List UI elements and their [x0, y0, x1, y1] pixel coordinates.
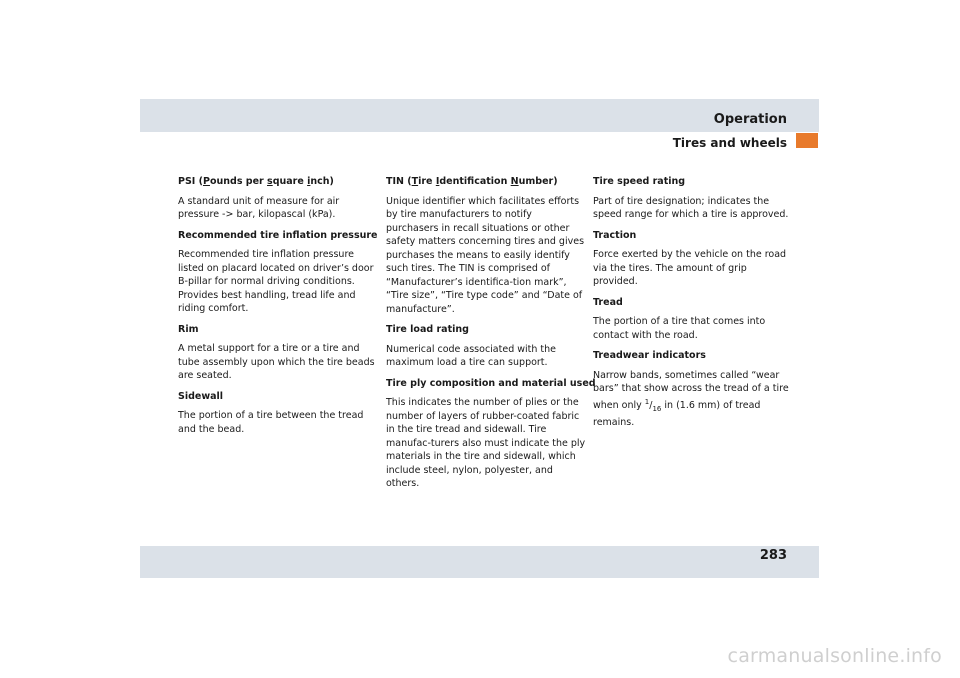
- page-number: 283: [759, 548, 787, 563]
- definition-tin: Unique identifier which facilitates efforts by tire manufacturers to notify purchasers in recall situations or other safety matters concerning tires and gives purchases the means to easily identify such tires. The TIN is comprised of “Manufacturer’s identifica-tion mark”, “Tire size”, “Tire type code” and “Date of manufacture”.: [386, 195, 585, 315]
- footer-band: [140, 546, 819, 578]
- section-marker: [796, 133, 818, 148]
- term-ply-composition: Tire ply composition and material used: [386, 377, 596, 389]
- definition-rim: A metal support for a tire or a tire and tube assembly upon which the tire beads are seated.: [178, 343, 375, 381]
- term-treadwear-indicators: Treadwear indicators: [593, 350, 706, 361]
- definition-traction: Force exerted by the vehicle on the road via the tires. The amount of grip provided.: [593, 249, 787, 287]
- definition-load-rating: Numerical code associated with the maximum load a tire can support.: [386, 343, 557, 368]
- section-title: Operation: [713, 112, 787, 127]
- term-speed-rating: Tire speed rating: [593, 176, 686, 187]
- column-3: [593, 175, 793, 437]
- term-psi: PSI (Pounds per square inch): [178, 176, 334, 187]
- term-rim: Rim: [178, 323, 199, 335]
- watermark: carmanualsonline.info: [727, 645, 942, 667]
- definition-speed-rating: Part of tire designation; indicates the speed range for which a tire is approved.: [593, 195, 789, 220]
- subsection-title: Tires and wheels: [672, 136, 787, 150]
- term-tread: Tread: [593, 296, 623, 308]
- definition-treadwear-indicators: Narrow bands, sometimes called “wear bars” that show across the tread of a tire when only $^1/_{16}$ in (1.6 mm) of tread remains.: [593, 369, 789, 429]
- definition-ply-composition: This indicates the number of plies or the number of layers of rubber-coated fabric in the tire tread and sidewall. Tire manufac-turers also must indicate the ply materials in the tire and sidewall, which include steel, nylon, polyester, and others.: [386, 397, 586, 489]
- term-traction: Traction: [593, 229, 637, 241]
- term-sidewall: Sidewall: [178, 390, 224, 402]
- column-2: [386, 175, 596, 498]
- definition-psi: A standard unit of measure for air pressure -> bar, kilopascal (kPa).: [178, 195, 340, 220]
- column-1: [178, 175, 378, 443]
- definition-sidewall: The portion of a tire between the tread and the bead.: [178, 410, 364, 435]
- term-load-rating: Tire load rating: [386, 324, 469, 335]
- term-recommended-pressure: Recommended tire inflation pressure: [178, 229, 378, 241]
- term-tin: TIN (Tire Identification Number): [386, 176, 558, 187]
- definition-tread: The portion of a tire that comes into contact with the road.: [593, 316, 766, 341]
- definition-recommended-pressure: Recommended tire inflation pressure listed on placard located on driver’s door B-pillar for normal driving conditions. Provides best handling, tread life and riding comfort.: [178, 249, 374, 314]
